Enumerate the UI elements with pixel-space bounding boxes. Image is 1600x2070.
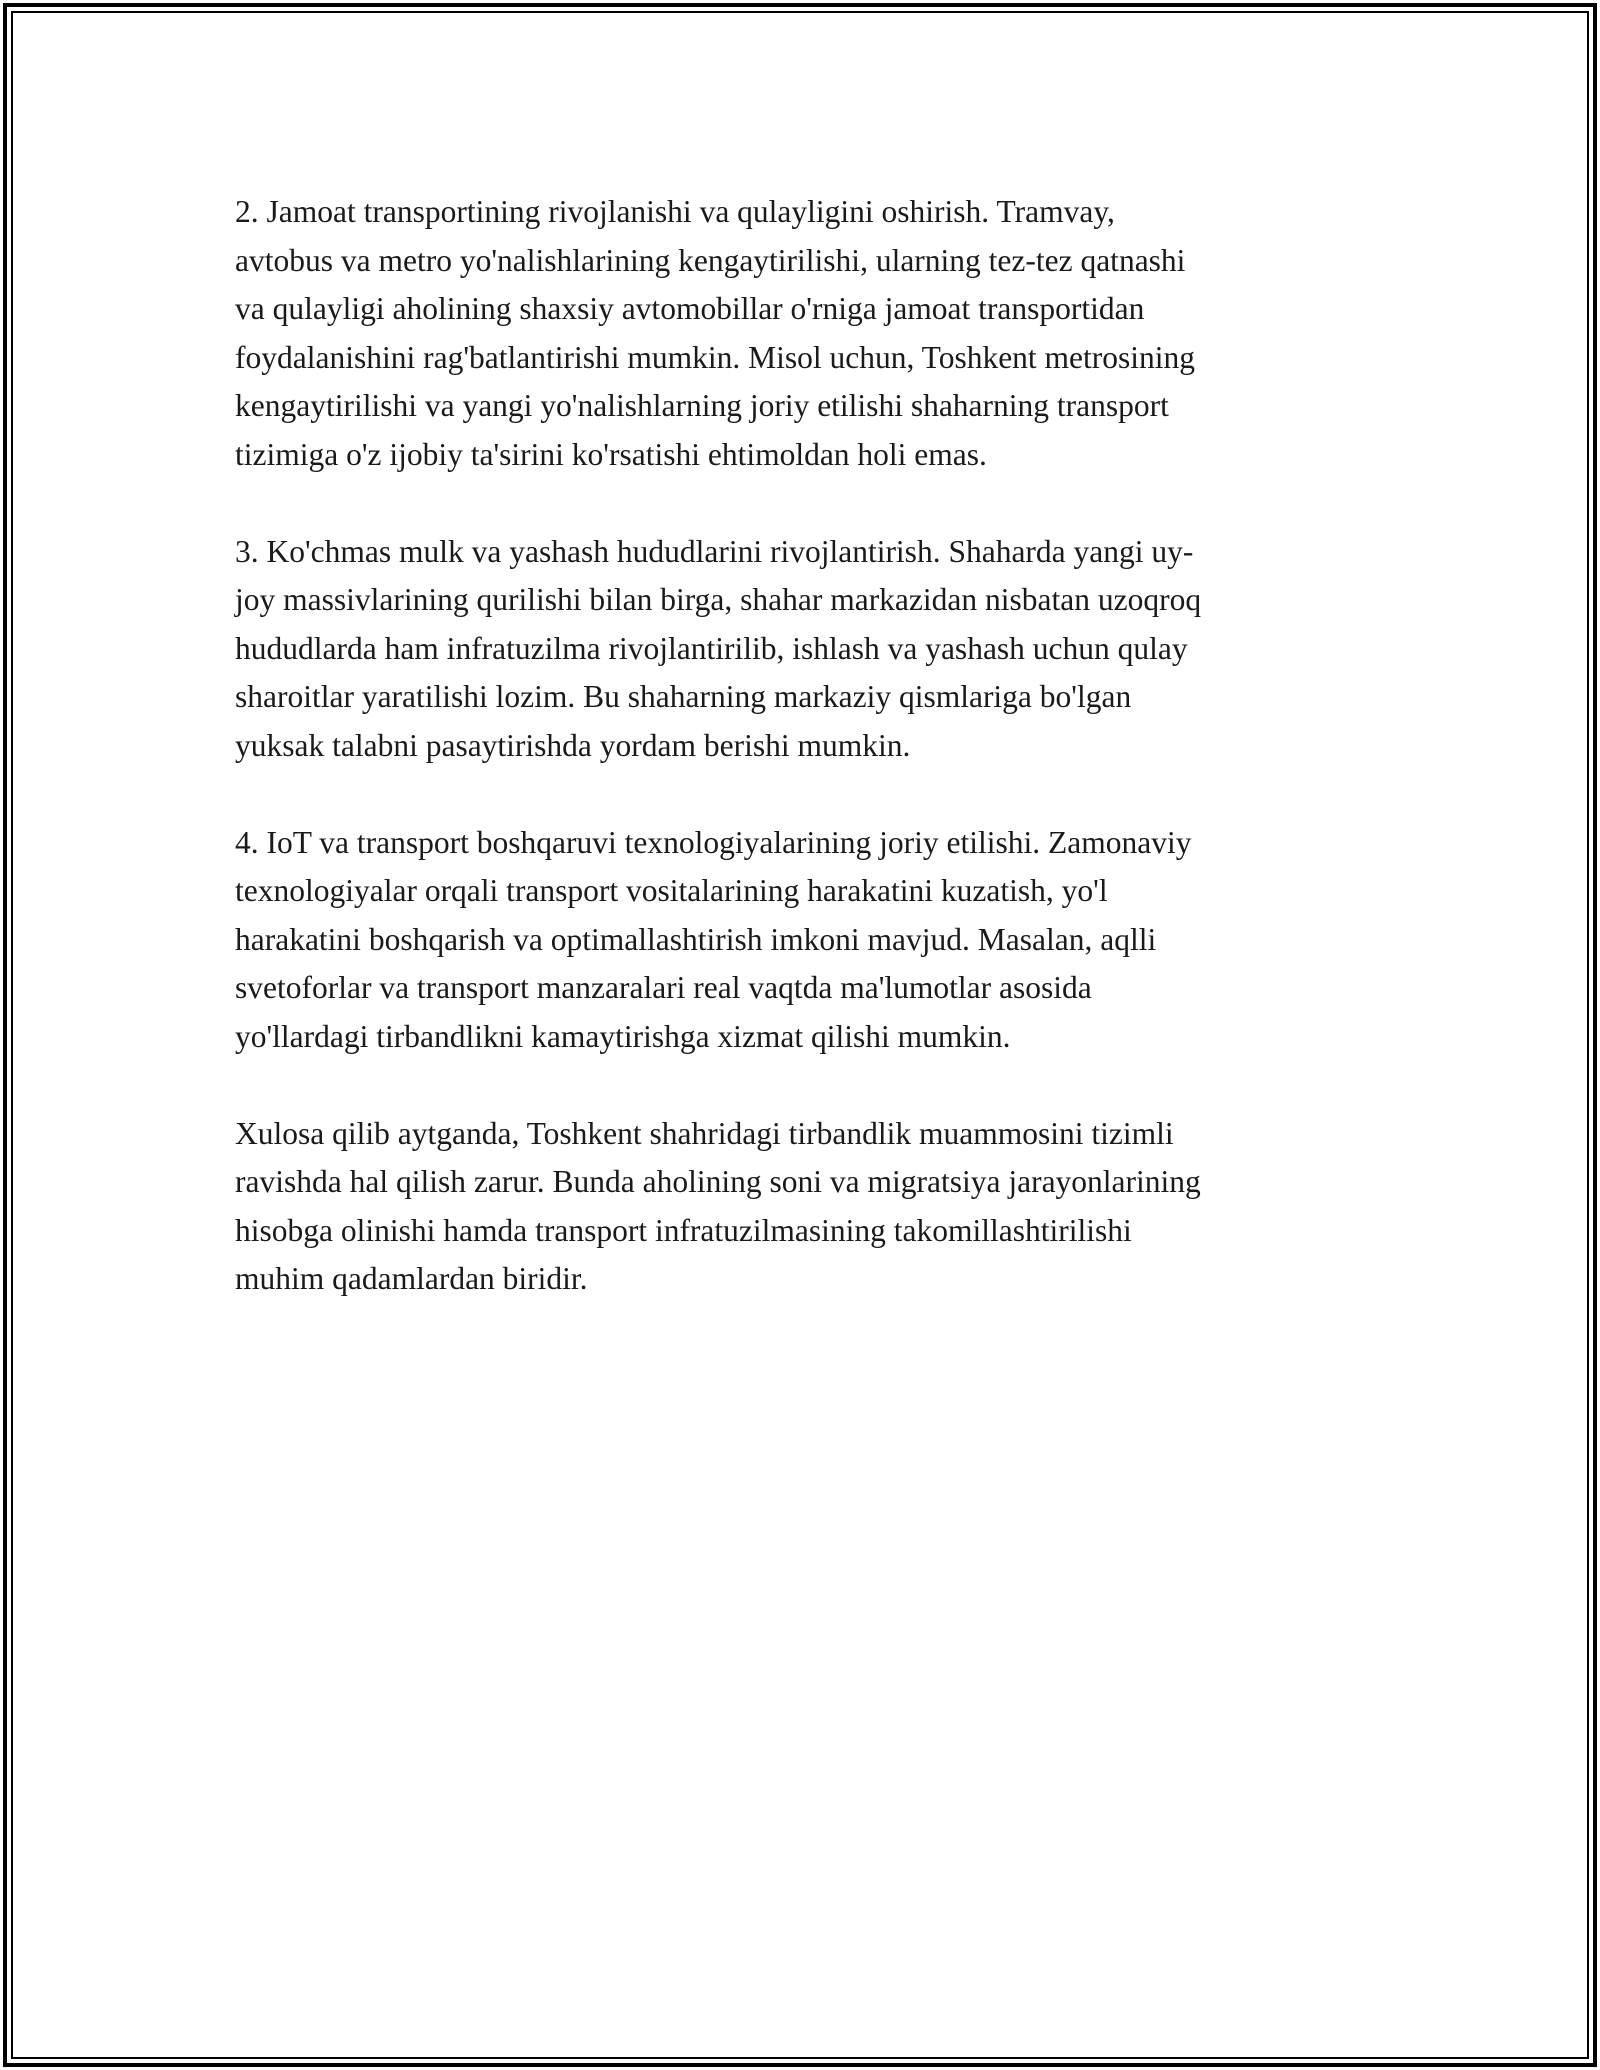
text-line: kengaytirilishi va yangi yo'nalishlarning joriy etilishi shaharning transport [235, 388, 1169, 423]
text-line: harakatini boshqarish va optimallashtirish imkoni mavjud. Masalan, aqlli [235, 921, 1157, 957]
text-line: foydalanishini rag'batlantirishi mumkin. Misol uchun, Toshkent metrosining [235, 339, 1196, 375]
text-line: tizimiga o'z ijobiy ta'sirini ko'rsatishi ehtimoldan holi emas. [235, 436, 987, 472]
text-line: ravishda hal qilish zarur. Bunda aholining soni va migratsiya jarayonlarining [235, 1164, 1201, 1199]
text-line: hududlarda ham infratuzilma rivojlantirilib, ishlash va yashash uchun qulay [235, 630, 1188, 666]
text-line: yo'llardagi tirbandlikni kamaytirishga xizmat qilishi mumkin. [235, 1018, 1011, 1054]
text-line: 3. Ko'chmas mulk va yashash hududlarini rivojlantirish. Shaharda yangi uy- [235, 533, 1194, 569]
text-line: muhim qadamlardan biridir. [235, 1261, 588, 1296]
paragraph-public-transport [235, 188, 1375, 479]
text-line: Xulosa qilib aytganda, Toshkent shahridagi tirbandlik muammosini tizimli [235, 1115, 1174, 1151]
text-line: svetoforlar va transport manzaralari real vaqtda ma'lumotlar asosida [235, 970, 1092, 1005]
text-line: sharoitlar yaratilishi lozim. Bu shaharning markaziy qismlariga bo'lgan [235, 679, 1132, 714]
text-line: hisobga olinishi hamda transport infratuzilmasining takomillashtirilishi [235, 1212, 1132, 1248]
paragraph-iot-transport [235, 819, 1375, 1062]
paragraph-conclusion [235, 1110, 1375, 1304]
text-line: va qulayligi aholining shaxsiy avtomobillar o'rniga jamoat transportidan [235, 291, 1145, 326]
text-line: avtobus va metro yo'nalishlarining kengaytirilishi, ularning tez-tez qatnashi [235, 242, 1186, 278]
document-body [235, 188, 1375, 1352]
text-line: joy massivlarining qurilishi bilan birga, shahar markazidan nisbatan uzoqroq [235, 582, 1202, 617]
paragraph-real-estate [235, 528, 1375, 771]
text-line: yuksak talabni pasaytirishda yordam berishi mumkin. [235, 727, 911, 763]
text-line: texnologiyalar orqali transport vositalarining harakatini kuzatish, yo'l [235, 873, 1108, 908]
text-line: 4. IoT va transport boshqaruvi texnologiyalarining joriy etilishi. Zamonaviy [235, 824, 1192, 860]
text-line: 2. Jamoat transportining rivojlanishi va qulayligini oshirish. Tramvay, [235, 194, 1115, 229]
